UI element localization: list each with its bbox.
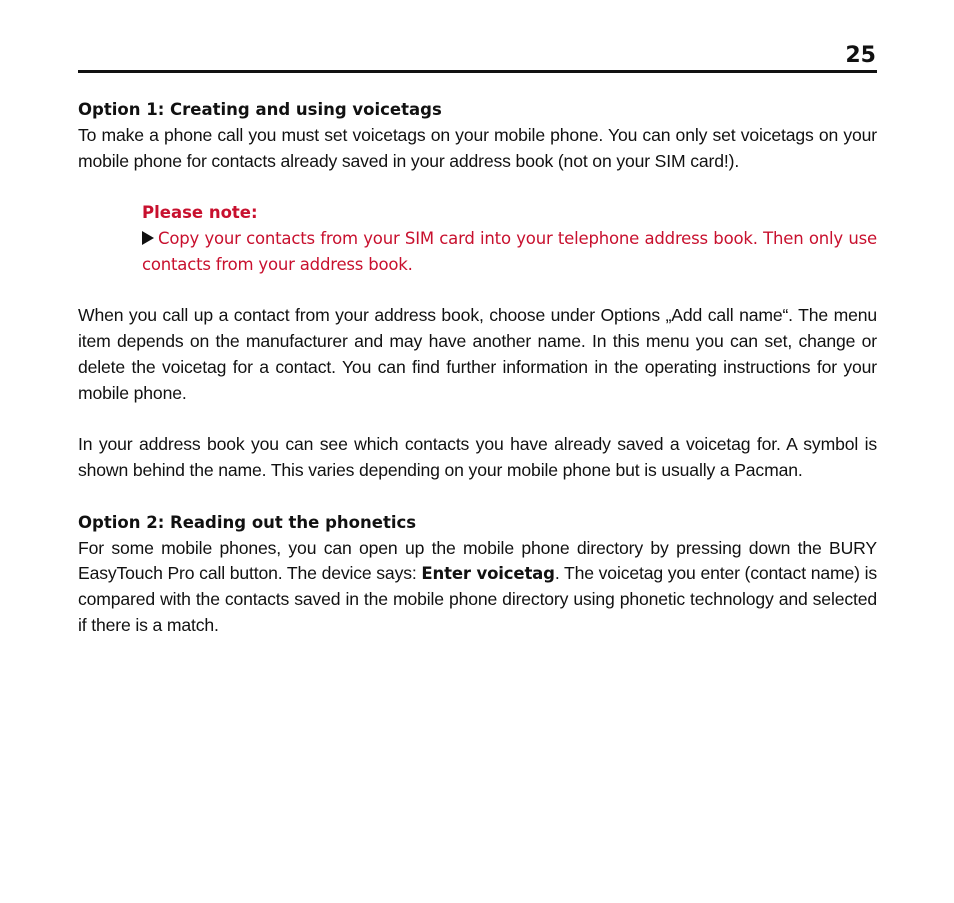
option1-paragraph-2: When you call up a contact from your address book, choose under Options „Add call name“. The menu item depends on the manufacturer and may have another name. In this menu you can set, change or delete the voicetag for a contact. You can find further information in the operating instructions for your mobile phone. [78,305,877,403]
spacer [78,278,877,304]
option2-paragraph [78,536,877,639]
note-box [142,200,877,277]
option2-text-after: . The voicetag you enter (contact name) is compared with the contacts saved in the mobile phone directory using phonetic technology and selected if there is a match. [78,563,877,635]
triangle-right-icon [142,231,154,245]
option1-intro: To make a phone call you must set voicetags on your mobile phone. You can only set voicetags on your mobile phone for contacts already saved in your address book (not on your SIM card!). [78,124,877,171]
spacer [78,174,877,200]
spacer [78,484,877,510]
option2-bold-phrase: Enter voicetag [421,564,555,584]
header-rule [78,70,877,73]
page-number: 25 [845,43,876,68]
note-body [142,226,877,278]
note-title: Please note: [142,203,258,223]
note-text: Copy your contacts from your SIM card into your telephone address book. Then only use contacts from your address book. [142,228,877,274]
spacer [78,407,877,433]
option2-heading: Option 2: Reading out the phonetics [78,512,417,532]
option1-heading: Option 1: Creating and using voicetags [78,100,442,119]
option2-text-before: For some mobile phones, you can open up the mobile phone directory by pressing down the BURY EasyTouch Pro call button. The device says: [78,537,877,584]
page-content [78,97,877,639]
option1-paragraph-3: In your address book you can see which contacts you have already saved a voicetag for. A symbol is shown behind the name. This varies depending on your mobile phone but is usually a Pacman. [78,434,877,481]
